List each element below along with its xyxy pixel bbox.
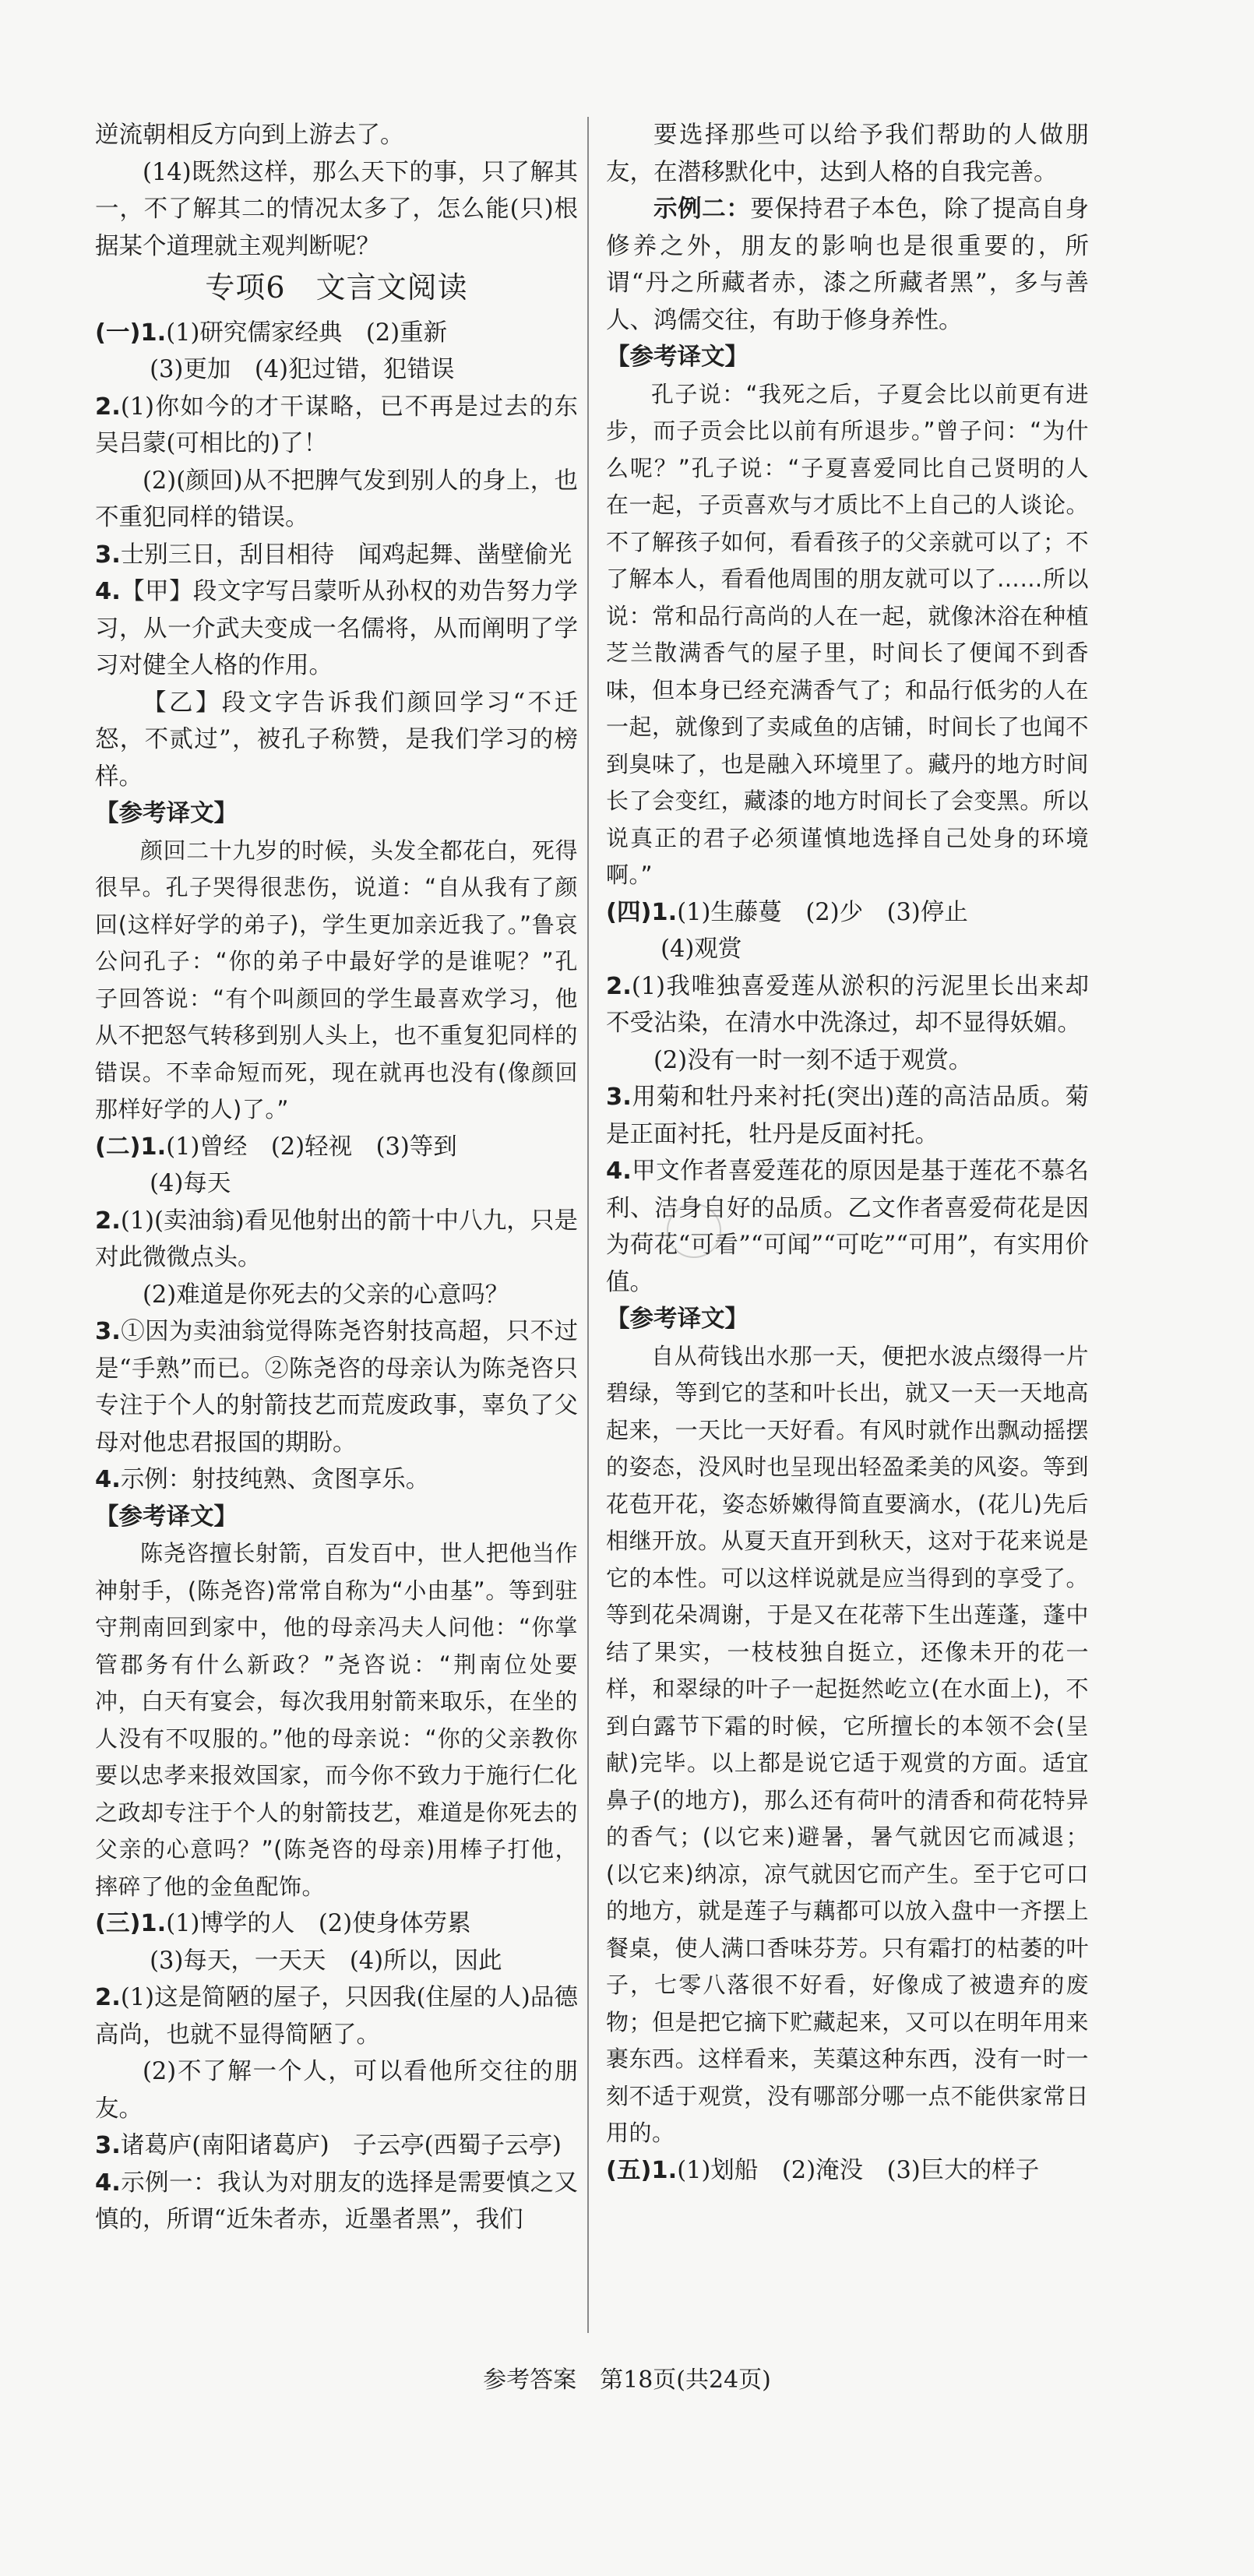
answer-text: 诸葛庐(南阳诸葛庐) 子云亭(西蜀子云亭) bbox=[120, 2132, 562, 2159]
question-number: 4. bbox=[95, 578, 121, 605]
answer-item bbox=[95, 315, 578, 352]
question-number: (五)1. bbox=[606, 2156, 678, 2184]
answer-item bbox=[95, 2165, 578, 2239]
answer-item bbox=[95, 1313, 578, 1461]
answer-item bbox=[95, 2127, 578, 2165]
answer-item bbox=[606, 894, 1089, 932]
reference-translation-heading: 【参考译文】 bbox=[95, 1502, 238, 1531]
answer-text: 要保持君子本色，除了提高自身修养之外，朋友的影响也是很重要的，所谓“丹之所藏者赤，漆之所藏者黑”，多与善人、鸿儒交往，有助于修身养性。 bbox=[606, 196, 1090, 334]
answer-text: (2)(颜回)从不把脾气发到别人的身上，也不重犯同样的错误。 bbox=[95, 467, 578, 531]
answer-text: (4)观赏 bbox=[660, 936, 742, 963]
answer-text: (1)你如今的才干谋略，已不再是过去的东吴吕蒙(可相比的)了！ bbox=[95, 393, 578, 457]
reference-translation-heading: 【参考译文】 bbox=[606, 1305, 749, 1333]
answer-text: 【乙】段文字告诉我们颜回学习“不迁怒，不贰过”，被孔子称赞，是我们学习的榜样。 bbox=[95, 689, 578, 791]
column-divider bbox=[587, 117, 589, 2333]
question-number: 4. bbox=[606, 1158, 632, 1185]
answer-text: (1)生藤蔓 (2)少 (3)停止 bbox=[677, 898, 968, 926]
left-column bbox=[95, 117, 578, 2239]
answer-text: 士别三日，刮目相待 闻鸡起舞、凿壁偷光 bbox=[120, 541, 572, 569]
question-number: 2. bbox=[95, 1984, 121, 2011]
answer-text: (1)曾经 (2)轻视 (3)等到 bbox=[166, 1133, 457, 1161]
answer-item bbox=[95, 537, 578, 574]
question-number: 3. bbox=[95, 1318, 121, 1345]
answer-text: (4)每天 bbox=[150, 1170, 231, 1197]
answer-text: 甲文作者喜爱莲花的原因是基于莲花不慕名利、洁身自好的品质。乙文作者喜爱荷花是因为荷花“可看”“可闻”“可吃”“可用”，有实用价值。 bbox=[606, 1158, 1089, 1296]
answer-item bbox=[95, 1461, 578, 1499]
question-number: 3. bbox=[606, 1084, 632, 1111]
reference-translation: 颜回二十九岁的时候，头发全都花白，死得很早。孔子哭得很悲伤，说道：“自从我有了颜回(这样好学的弟子)，学生更加亲近我了。”鲁哀公问孔子：“你的弟子中最好学的是谁呢？”孔子回答说：“有个叫颜回的学生最喜欢学习，他从不把怒气转移到别人头上，也不重复犯同样的错误。不幸命短而死，现在就再也没有(像颜回那样好学的人)了。” bbox=[95, 837, 578, 1122]
answer-text: (1)(卖油翁)看见他射出的箭十中八九，只是对此微微点头。 bbox=[95, 1207, 578, 1271]
question-number: 2. bbox=[606, 972, 632, 1000]
section-title: 专项6 文言文阅读 bbox=[205, 270, 468, 305]
answer-text: (3)每天，一天天 (4)所以，因此 bbox=[150, 1947, 502, 1975]
answer-text: (2)难道是你死去的父亲的心意吗？ bbox=[143, 1281, 509, 1309]
answer-text: 用菊和牡丹来衬托(突出)莲的高洁品质。菊是正面衬托，牡丹是反面衬托。 bbox=[606, 1084, 1089, 1148]
answer-text: ①因为卖油翁觉得陈尧咨射技高超，只不过是“手熟”而已。②陈尧咨的母亲认为陈尧咨只专注于个人的射箭技艺而荒废政事，辜负了父母对他忠君报国的期盼。 bbox=[95, 1318, 578, 1457]
text-line: 逆流朝相反方向到上游去了。 bbox=[95, 122, 404, 149]
question-number: (四)1. bbox=[606, 898, 678, 926]
answer-text: (1)我唯独喜爱莲从淤积的污泥里长出来却不受沾染，在清水中洗涤过，却不显得妖媚。 bbox=[606, 972, 1089, 1037]
example-label: 示例二： bbox=[653, 196, 751, 223]
answer-text: 要选择那些可以给予我们帮助的人做朋友，在潜移默化中，达到人格的自我完善。 bbox=[606, 122, 1089, 186]
question-number: 3. bbox=[95, 541, 121, 569]
answer-item bbox=[95, 1203, 578, 1277]
watermark-stamp-icon bbox=[667, 1203, 721, 1258]
question-number: (一)1. bbox=[95, 319, 167, 347]
answer-text: (1)这是简陋的屋子，只因我(住屋的人)品德高尚，也就不显得简陋了。 bbox=[95, 1984, 578, 2049]
answer-text: 【甲】段文字写吕蒙听从孙权的劝告努力学习，从一介武夫变成一名儒将，从而阐明了学习对健全人格的作用。 bbox=[95, 578, 578, 679]
answer-item bbox=[95, 389, 578, 463]
answer-item bbox=[95, 1979, 578, 2053]
question-number: (二)1. bbox=[95, 1133, 167, 1161]
question-number: 4. bbox=[95, 1466, 121, 1493]
answer-text: 示例一：我认为对朋友的选择是需要慎之又慎的，所谓“近朱者赤，近墨者黑”，我们 bbox=[95, 2169, 578, 2233]
answer-text: 示例：射技纯熟、贪图享乐。 bbox=[120, 1466, 430, 1493]
right-column bbox=[606, 117, 1089, 2189]
reference-translation: 孔子说：“我死之后，子夏会比以前更有进步，而子贡会比以前有所退步。”曾子问：“为什么呢？”孔子说：“子夏喜爱同比自己贤明的人在一起，子贡喜欢与才质比不上自己的人谈论。不了解孩子如何，看看孩子的父亲就可以了；不了解本人，看看他周围的朋友就可以了……所以说：常和品行高尚的人在一起，就像沐浴在种植芝兰散满香气的屋子里，时间长了便闻不到香味，但本身已经充满香气了；和品行低劣的人在一起，就像到了卖咸鱼的店铺，时间长了也闻不到臭味了，也是融入环境里了。藏丹的地方时间长了会变红，藏漆的地方时间长了会变黑。所以说真正的君子必须谨慎地选择自己处身的环境啊。” bbox=[606, 380, 1089, 888]
answer-text: (2)不了解一个人，可以看他所交往的朋友。 bbox=[95, 2058, 578, 2123]
reference-translation: 陈尧咨擅长射箭，百发百中，世人把他当作神射手，(陈尧咨)常常自称为“小由基”。等到驻守荆南回到家中，他的母亲冯夫人问他：“你掌管郡务有什么新政？”尧咨说：“荆南位处要冲，白天有宴会，每次我用射箭来取乐，在坐的人没有不叹服的。”他的母亲说：“你的父亲教你要以忠孝来报效国家，而今你不致力于施行仁化之政却专注于个人的射箭技艺，难道是你死去的父亲的心意吗？”(陈尧咨的母亲)用棒子打他，摔碎了他的金鱼配饰。 bbox=[95, 1540, 578, 1900]
answer-text: (1)博学的人 (2)使身体劳累 bbox=[166, 1910, 471, 1937]
question-number: 2. bbox=[95, 1207, 121, 1235]
answer-item bbox=[95, 573, 578, 685]
question-number: (三)1. bbox=[95, 1910, 167, 1937]
answer-text: (1)研究儒家经典 (2)重新 bbox=[166, 319, 448, 347]
answer-item: (14)既然这样，那么天下的事，只了解其一，不了解其二的情况太多了，怎么能(只)根据某个道理就主观判断呢？ bbox=[95, 158, 578, 260]
answer-item bbox=[606, 968, 1089, 1042]
page-footer: 参考答案 第18页(共24页) bbox=[483, 2366, 771, 2394]
question-number: 4. bbox=[95, 2169, 121, 2197]
answer-item bbox=[606, 191, 1089, 339]
answer-item bbox=[95, 1905, 578, 1943]
answer-item bbox=[95, 1129, 578, 1166]
answer-text: (1)划船 (2)淹没 (3)巨大的样子 bbox=[677, 2156, 1040, 2184]
answer-item bbox=[606, 2152, 1089, 2190]
answer-text: (2)没有一时一刻不适于观赏。 bbox=[653, 1046, 973, 1074]
question-number: 3. bbox=[95, 2132, 121, 2159]
answer-text: (3)更加 (4)犯过错，犯错误 bbox=[150, 356, 455, 383]
reference-translation-heading: 【参考译文】 bbox=[606, 343, 749, 371]
reference-translation-heading: 【参考译文】 bbox=[95, 799, 238, 827]
answer-item bbox=[606, 1079, 1089, 1153]
reference-translation: 自从荷钱出水那一天，便把水波点缀得一片碧绿，等到它的茎和叶长出，就又一天一天地高起来，一天比一天好看。有风时就作出飘动摇摆的姿态，没风时也呈现出轻盈柔美的风姿。等到花苞开花，姿态娇嫩得简直要滴水，(花儿)先后相继开放。从夏天直开到秋天，这对于花来说是它的本性。可以这样说就是应当得到的享受了。等到花朵凋谢，于是又在花蒂下生出莲蓬，蓬中结了果实，一枝枝独自挺立，还像未开的花一样，和翠绿的叶子一起挺然屹立(在水面上)，不到白露节下霜的时候，它所擅长的本领不会(呈献)完毕。以上都是说它适于观赏的方面。适宜鼻子(的地方)，那么还有荷叶的清香和荷花特异的香气；(以它来)避暑，暑气就因它而减退；(以它来)纳凉，凉气就因它而产生。至于它可口的地方，就是莲子与藕都可以放入盘中一齐摆上餐桌，使人满口香味芬芳。只有霜打的枯萎的叶子，七零八落很不好看，好像成了被遗弃的废物；但是把它摘下贮藏起来，又可以在明年用来裹东西。这样看来，芙蕖这种东西，没有一时一刻不适于观赏，没有哪部分哪一点不能供家常日用的。 bbox=[606, 1342, 1089, 2146]
question-number: 2. bbox=[95, 393, 121, 421]
